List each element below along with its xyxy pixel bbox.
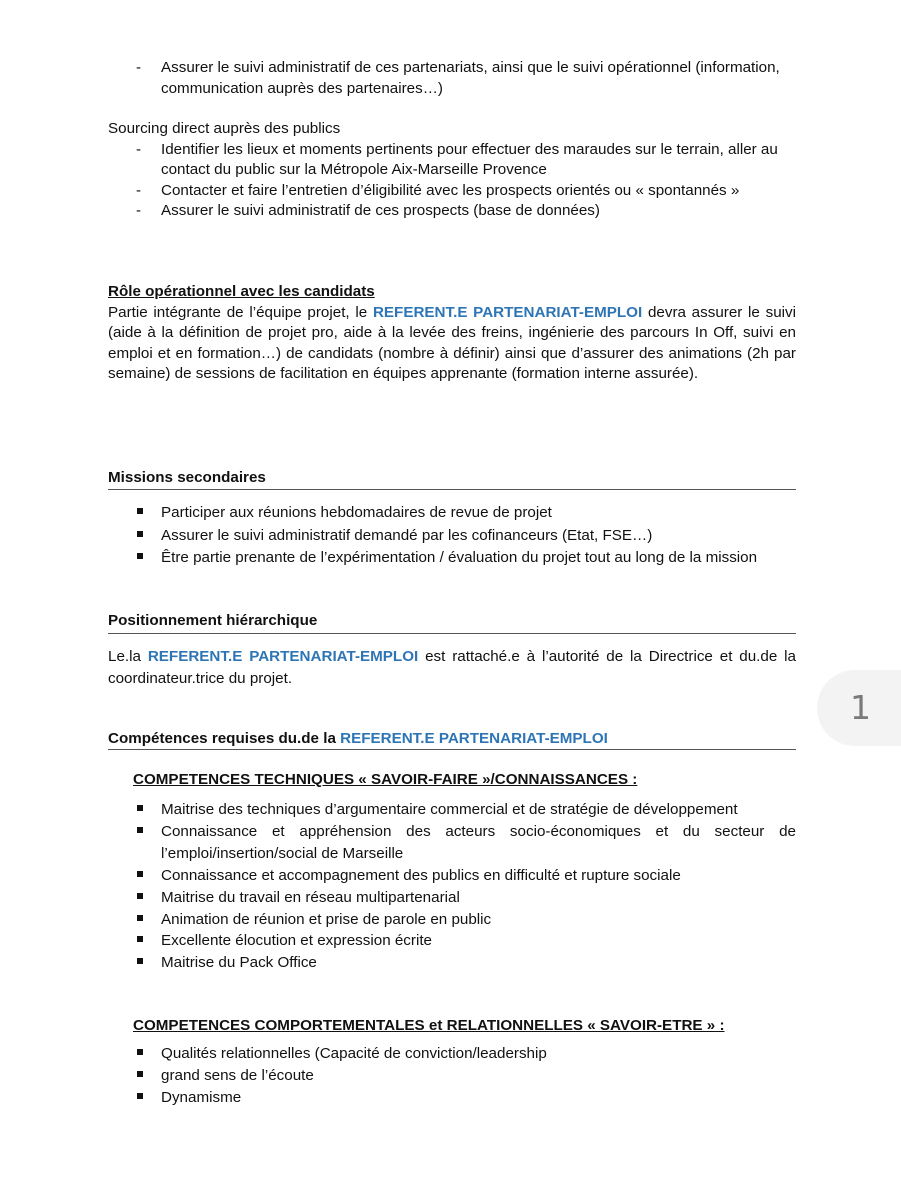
top-item-block	[108, 58, 796, 99]
list-item: Dynamisme	[108, 1087, 796, 1109]
competences-heading	[108, 729, 796, 750]
list-item: Assurer le suivi administratif demandé par les cofinanceurs (Etat, FSE…)	[108, 525, 796, 548]
missions-list	[108, 502, 796, 570]
role-heading: Rôle opérationnel avec les candidats	[108, 283, 375, 300]
sourcing-block	[108, 119, 796, 222]
page-number-badge	[817, 670, 901, 746]
competences-heading-prefix: Compétences requises du.de la	[108, 730, 341, 747]
position-text-after: est rattaché.e à l’autorité de la Directrice et du.de la coordinateur.trice du projet.	[108, 648, 796, 687]
list-item: - Contacter et faire l’entretien d’éligibilité avec les prospects orientés ou « spontannés »	[108, 181, 796, 202]
page-number: 1	[850, 688, 871, 727]
list-item: Qualités relationnelles (Capacité de conviction/leadership	[108, 1043, 796, 1065]
missions-heading: Missions secondaires	[108, 469, 266, 486]
list-item: - Identifier les lieux et moments pertinents pour effectuer des maraudes sur le terrain, aller au contact du public sur la Métropole Aix-Marseille Provence	[108, 140, 796, 181]
technical-heading: COMPETENCES TECHNIQUES « SAVOIR-FAIRE »/CONNAISSANCES :	[133, 771, 638, 788]
list-item: Maitrise du Pack Office	[108, 952, 796, 974]
role-text-before: Partie intégrante de l’équipe projet, le	[108, 303, 373, 321]
role-name: REFERENT.E PARTENARIAT-EMPLOI	[147, 648, 419, 665]
section-divider	[108, 489, 796, 490]
role-name: REFERENT.E PARTENARIAT-EMPLOI	[340, 730, 608, 747]
technical-list	[108, 799, 796, 974]
list-item: Excellente élocution et expression écrite	[108, 930, 796, 952]
section-divider	[108, 633, 796, 634]
position-paragraph	[108, 646, 796, 689]
role-paragraph	[108, 303, 796, 385]
list-item: Maitrise du travail en réseau multipartenarial	[108, 887, 796, 909]
list-item: grand sens de l’écoute	[108, 1065, 796, 1087]
list-item: Maitrise des techniques d’argumentaire commercial et de stratégie de développement	[108, 799, 796, 821]
list-item: Connaissance et appréhension des acteurs socio-économiques et du secteur de l’emploi/insertion/social de Marseille	[108, 821, 796, 865]
list-item: - Assurer le suivi administratif de ces prospects (base de données)	[108, 201, 796, 222]
role-name: REFERENT.E PARTENARIAT-EMPLOI	[372, 303, 643, 321]
list-item: Participer aux réunions hebdomadaires de revue de projet	[108, 502, 796, 525]
role-section	[108, 282, 796, 385]
position-heading: Positionnement hiérarchique	[108, 612, 318, 629]
section-divider	[108, 749, 796, 750]
behavioral-list	[108, 1043, 796, 1109]
role-text-after: devra assurer le suivi (aide à la définition de projet pro, aide à la levée des freins, ingénierie des parcours In Off, suivi en emploi et en formation…) de candidats (nombre à définir) ainsi que d’assurer des animations (2h par semaine) de sessions de facilitation en équipes apprenante (formation interne assurée).	[108, 303, 797, 382]
position-text-before: Le.la	[108, 648, 148, 665]
list-item: - Assurer le suivi administratif de ces partenariats, ainsi que le suivi opérationnel (information, communication auprès des partenaires…)	[108, 58, 796, 99]
list-item: Animation de réunion et prise de parole en public	[108, 909, 796, 931]
list-item: Connaissance et accompagnement des publics en difficulté et rupture sociale	[108, 865, 796, 887]
behavioral-heading: COMPETENCES COMPORTEMENTALES et RELATIONNELLES « SAVOIR-ETRE » :	[133, 1017, 725, 1034]
sourcing-title: Sourcing direct auprès des publics	[108, 120, 341, 137]
list-item: Être partie prenante de l’expérimentation / évaluation du projet tout au long de la mission	[108, 547, 796, 570]
